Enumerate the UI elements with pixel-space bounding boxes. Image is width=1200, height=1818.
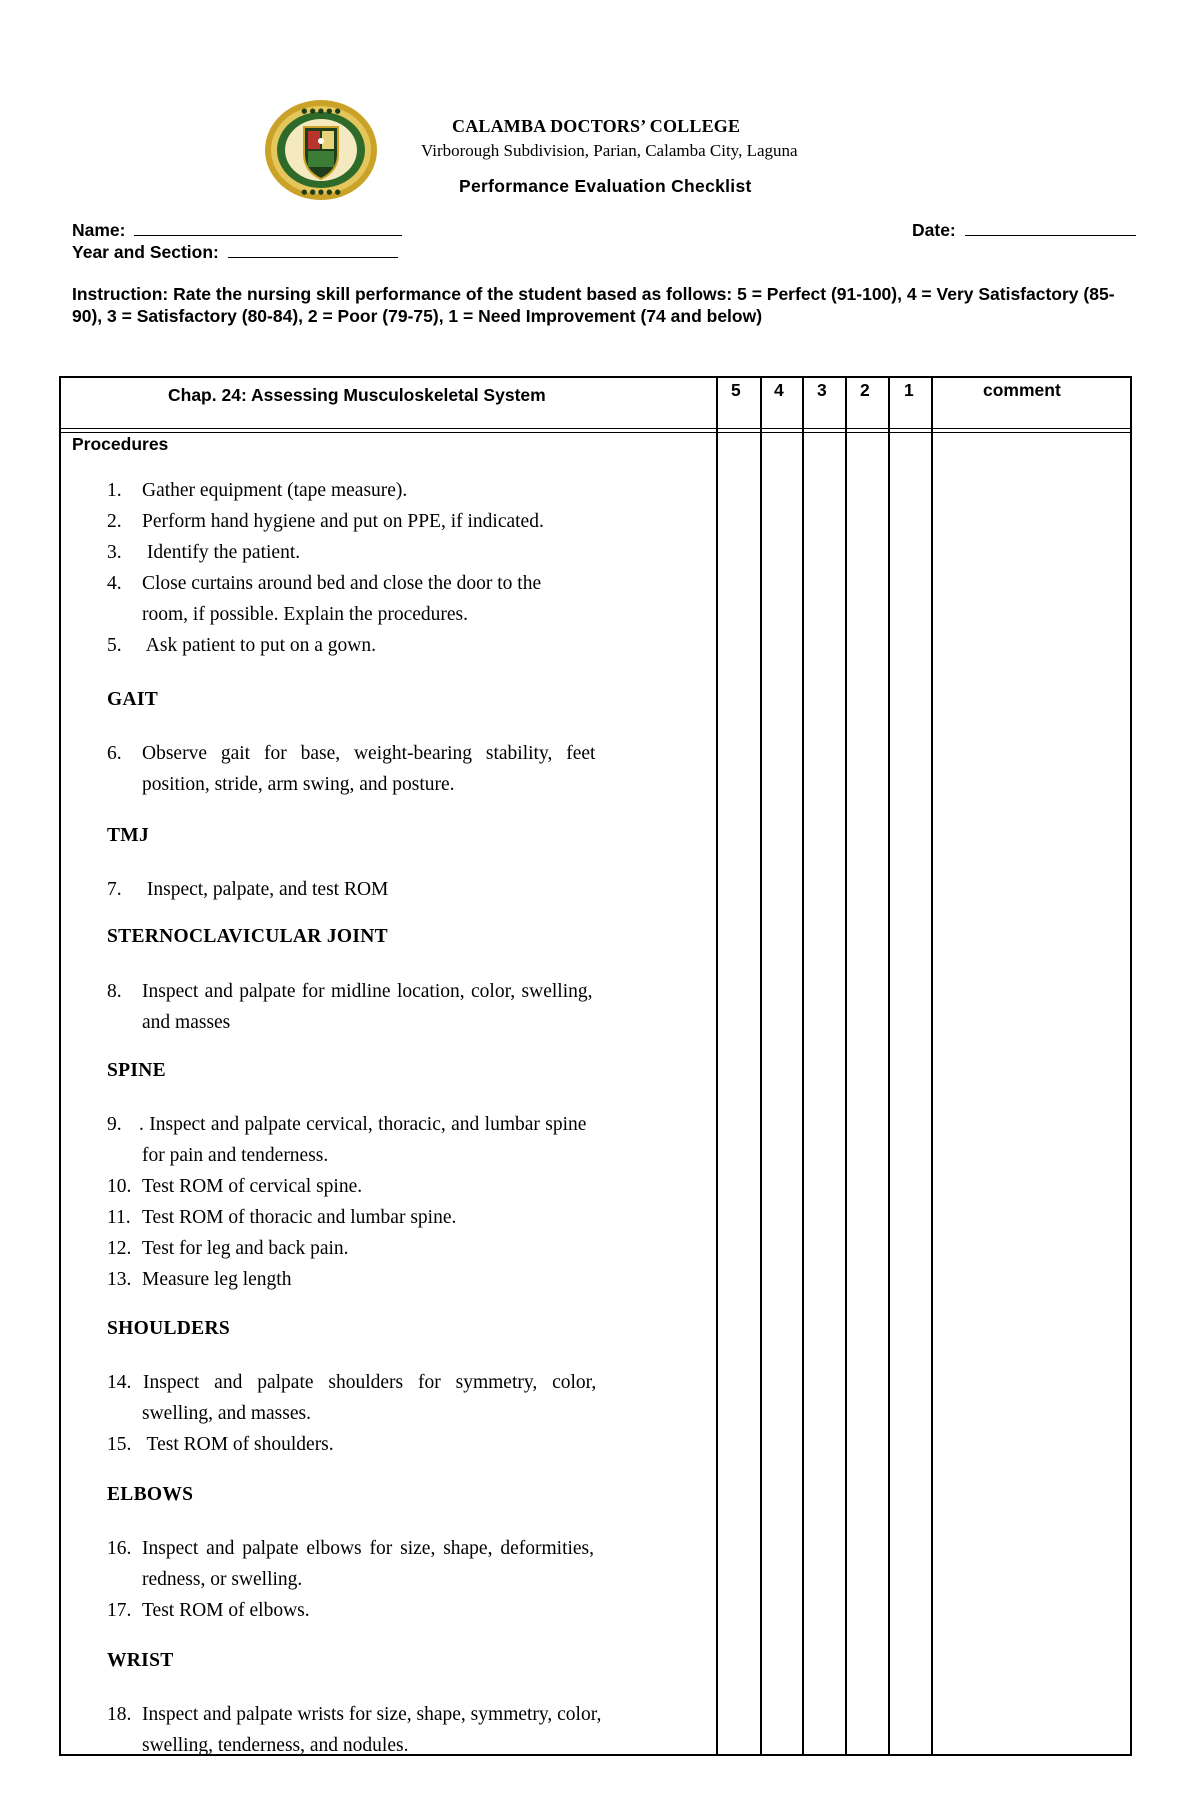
name-label: Name: (72, 220, 126, 240)
name-blank-line (134, 220, 402, 236)
list-item: 16. Inspect and palpate elbows for size, shape, deformities, redness, or swelling. (107, 1538, 595, 1590)
list-item: 14. Inspect and palpate shoulders for symmetry, color, swelling, and masses. (107, 1372, 597, 1424)
college-name: CALAMBA DOCTORS’ COLLEGE (452, 116, 741, 136)
year-section-field (72, 242, 398, 263)
list-item: 8. Inspect and palpate for midline location, color, swelling, and masses (107, 981, 593, 1033)
college-seal-logo (264, 99, 378, 201)
rating-header-1: 1 (904, 380, 914, 400)
rating-header-4: 4 (774, 380, 784, 400)
section-heading-spine: SPINE (107, 1060, 166, 1081)
list-item: 18. Inspect and palpate wrists for size, shape, symmetry, color, swelling, tenderness, and nodules. (107, 1704, 602, 1756)
svg-text:● ● ● ● ●: ● ● ● ● ● (301, 107, 341, 115)
list-item: 9. . Inspect and palpate cervical, thoracic, and lumbar spine for pain and tenderness. (107, 1114, 587, 1166)
date-label: Date: (912, 220, 956, 240)
list-item: 4. Close curtains around bed and close the door to the room, if possible. Explain the procedures. (107, 573, 542, 625)
date-field (912, 220, 1136, 241)
section-heading-shoulders: SHOULDERS (107, 1318, 230, 1339)
date-blank-line (965, 220, 1136, 236)
rating-header-3: 3 (817, 380, 827, 400)
instruction-text: Instruction: Rate the nursing skill performance of the student based as follows: 5 = Perfect (91-100), 4 = Very Satisfactory (85-90), 3 = Satisfactory (80-84), 2 = Poor (79-75), 1 = Need Improvement (74 and below) (72, 284, 1115, 326)
college-address: Virborough Subdivision, Parian, Calamba City, Laguna (421, 141, 798, 160)
name-field (72, 220, 402, 241)
year-section-label: Year and Section: (72, 242, 219, 262)
section-heading-wrist: WRIST (107, 1650, 174, 1671)
rating-header-2: 2 (860, 380, 870, 400)
svg-text:● ● ● ● ●: ● ● ● ● ● (301, 188, 341, 196)
procedures-label: Procedures (72, 434, 169, 454)
section-heading-tmj: TMJ (107, 825, 150, 846)
section-heading-sternoclavicular: STERNOCLAVICULAR JOINT (107, 926, 388, 947)
comment-header: comment (983, 380, 1061, 400)
section-heading-elbows: ELBOWS (107, 1484, 194, 1505)
form-title: Performance Evaluation Checklist (459, 176, 752, 196)
year-section-blank-line (228, 242, 398, 258)
table-title: Chap. 24: Assessing Musculoskeletal System (168, 385, 546, 405)
list-item: 6. Observe gait for base, weight-bearing stability, feet position, stride, arm swing, and posture. (107, 743, 596, 795)
rating-header-5: 5 (731, 380, 741, 400)
section-heading-gait: GAIT (107, 689, 159, 710)
